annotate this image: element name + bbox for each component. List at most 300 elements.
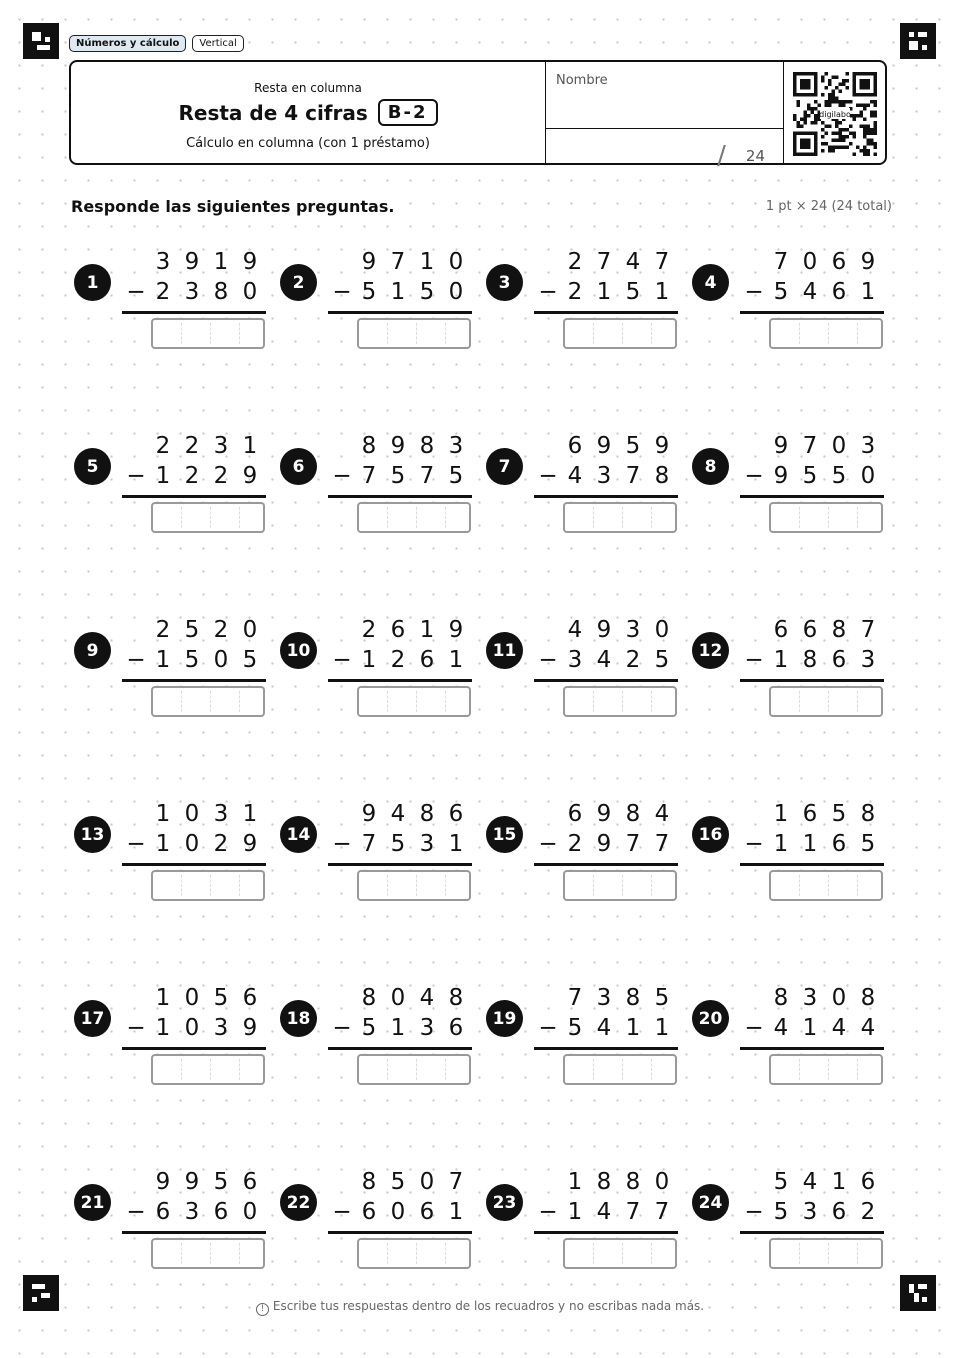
minuend-digit: 6	[448, 801, 464, 827]
subtrahend-digit: 7	[654, 831, 670, 857]
subtrahend-digit: 1	[596, 279, 612, 305]
answer-box[interactable]	[357, 1054, 471, 1085]
sum-line	[122, 1231, 266, 1234]
subtrahend-digit: 1	[567, 1199, 583, 1225]
minuend-digit: 5	[213, 985, 229, 1011]
answer-digit-separator	[416, 1059, 417, 1080]
problem-16	[688, 801, 883, 901]
answer-box[interactable]	[151, 1238, 265, 1269]
problem-number-badge: 3	[486, 264, 523, 301]
minuend	[328, 801, 472, 831]
minuend-digit: 1	[567, 1169, 583, 1195]
subtrahend	[122, 1199, 266, 1229]
answer-digit-separator	[622, 507, 623, 528]
answer-digit-separator	[799, 875, 800, 896]
answer-box[interactable]	[151, 1054, 265, 1085]
subtrahend-digit: 7	[625, 831, 641, 857]
problem-number-badge: 10	[280, 632, 317, 669]
problem-number-badge: 14	[280, 816, 317, 853]
subtrahend-digit: 1	[361, 647, 377, 673]
problem-number-badge: 15	[486, 816, 523, 853]
subtrahend	[328, 1199, 472, 1229]
subtrahend-digit: 1	[625, 1015, 641, 1041]
subtrahend-digit: 9	[596, 831, 612, 857]
answer-box[interactable]	[769, 686, 883, 717]
answer-box[interactable]	[769, 1238, 883, 1269]
answer-box[interactable]	[151, 318, 265, 349]
problem-number-badge: 9	[74, 632, 111, 669]
answer-digit-separator	[622, 323, 623, 344]
minuend-digit: 1	[155, 801, 171, 827]
minus-sign: −	[744, 647, 764, 673]
footer-text: Escribe tus respuestas dentro de los recuadros y no escribas nada más.	[272, 1299, 705, 1313]
subtrahend-digit: 1	[860, 279, 876, 305]
minuend-digit: 0	[184, 985, 200, 1011]
minus-sign: −	[332, 647, 352, 673]
minuend	[122, 617, 266, 647]
minuend-digit: 9	[155, 1169, 171, 1195]
minuend-digit: 2	[184, 433, 200, 459]
subtrahend-digit: 6	[831, 1199, 847, 1225]
answer-box[interactable]	[563, 870, 677, 901]
subtrahend-digit: 0	[242, 279, 258, 305]
minuend-digit: 0	[654, 617, 670, 643]
minuend-digit: 1	[242, 433, 258, 459]
answer-digit-separator	[593, 323, 594, 344]
subtrahend-digit: 7	[419, 463, 435, 489]
problem-number-badge: 17	[74, 1000, 111, 1037]
minuend-digit: 8	[860, 801, 876, 827]
problem-number-badge: 7	[486, 448, 523, 485]
minuend-digit: 9	[860, 249, 876, 275]
problem-5	[70, 433, 265, 533]
minus-sign: −	[744, 279, 764, 305]
subtrahend	[534, 463, 678, 493]
subtrahend-digit: 3	[184, 279, 200, 305]
minus-sign: −	[332, 1199, 352, 1225]
category-tags	[69, 35, 244, 52]
minuend-digit: 8	[860, 985, 876, 1011]
subtrahend	[328, 279, 472, 309]
minus-sign: −	[538, 1199, 558, 1225]
answer-box[interactable]	[769, 502, 883, 533]
minuend-digit: 2	[155, 617, 171, 643]
answer-box[interactable]	[563, 502, 677, 533]
subtrahend-digit: 1	[448, 831, 464, 857]
subtrahend-digit: 4	[596, 647, 612, 673]
corner-marker-top-right	[900, 23, 936, 59]
problem-10	[276, 617, 471, 717]
answer-digit-separator	[387, 507, 388, 528]
answer-digit-separator	[593, 507, 594, 528]
points-text: 1 pt × 24 (24 total)	[765, 199, 892, 214]
minuend	[534, 433, 678, 463]
answer-box[interactable]	[769, 318, 883, 349]
problem-number-badge: 5	[74, 448, 111, 485]
answer-digit-separator	[651, 1059, 652, 1080]
problem-24	[688, 1169, 883, 1269]
subtrahend-digit: 1	[155, 1015, 171, 1041]
answer-box[interactable]	[563, 1054, 677, 1085]
minuend-digit: 8	[361, 1169, 377, 1195]
subtrahend-digit: 1	[773, 647, 789, 673]
subtrahend-digit: 6	[831, 647, 847, 673]
problem-number-badge: 12	[692, 632, 729, 669]
minuend-digit: 0	[448, 249, 464, 275]
answer-box[interactable]	[151, 686, 265, 717]
problem-9	[70, 617, 265, 717]
answer-digit-separator	[239, 1243, 240, 1264]
answer-digit-separator	[387, 875, 388, 896]
minuend	[328, 1169, 472, 1199]
subtrahend-digit: 4	[773, 1015, 789, 1041]
subtrahend	[122, 647, 266, 677]
subtrahend-digit: 5	[184, 647, 200, 673]
subtrahend-digit: 9	[242, 831, 258, 857]
minuend	[740, 1169, 884, 1199]
problem-number-badge: 2	[280, 264, 317, 301]
minuend-digit: 3	[802, 985, 818, 1011]
subtrahend	[534, 1199, 678, 1229]
minuend-digit: 1	[155, 985, 171, 1011]
subtrahend-digit: 7	[654, 1199, 670, 1225]
minuend-digit: 7	[802, 433, 818, 459]
subtrahend	[534, 831, 678, 861]
problem-8	[688, 433, 883, 533]
worksheet-header	[69, 60, 887, 171]
answer-box[interactable]	[151, 502, 265, 533]
minus-sign: −	[538, 1015, 558, 1041]
answer-digit-separator	[416, 1243, 417, 1264]
subtrahend-digit: 5	[654, 647, 670, 673]
answer-digit-separator	[651, 323, 652, 344]
answer-digit-separator	[387, 691, 388, 712]
minuend	[122, 433, 266, 463]
sum-line	[740, 311, 884, 314]
problem-number-badge: 20	[692, 1000, 729, 1037]
subtrahend-digit: 1	[390, 1015, 406, 1041]
subtrahend-digit: 5	[242, 647, 258, 673]
subtrahend-digit: 6	[213, 1199, 229, 1225]
minuend-digit: 9	[654, 433, 670, 459]
answer-digit-separator	[622, 691, 623, 712]
answer-box[interactable]	[357, 1238, 471, 1269]
minuend-digit: 0	[654, 1169, 670, 1195]
minuend-digit: 0	[831, 433, 847, 459]
answer-digit-separator	[622, 1059, 623, 1080]
problem-15	[482, 801, 677, 901]
minuend-digit: 4	[654, 801, 670, 827]
minuend-digit: 5	[625, 433, 641, 459]
minuend-digit: 8	[419, 433, 435, 459]
answer-box[interactable]	[769, 1054, 883, 1085]
minuend-digit: 8	[419, 801, 435, 827]
minuend-digit: 6	[242, 985, 258, 1011]
minuend	[740, 249, 884, 279]
answer-digit-separator	[593, 1059, 594, 1080]
minuend-digit: 0	[419, 1169, 435, 1195]
subtrahend-digit: 5	[419, 279, 435, 305]
problem-4	[688, 249, 883, 349]
answer-digit-separator	[445, 507, 446, 528]
minuend-digit: 6	[567, 801, 583, 827]
minuend-digit: 5	[773, 1169, 789, 1195]
minuend-digit: 6	[567, 433, 583, 459]
subtrahend-digit: 5	[448, 463, 464, 489]
subtrahend-digit: 6	[448, 1015, 464, 1041]
minuend-digit: 8	[773, 985, 789, 1011]
subtrahend-digit: 8	[654, 463, 670, 489]
instruction-text: Responde las siguientes preguntas.	[71, 197, 395, 216]
subtrahend-digit: 6	[155, 1199, 171, 1225]
sum-line	[328, 311, 472, 314]
minuend-digit: 7	[654, 249, 670, 275]
minus-sign: −	[538, 647, 558, 673]
subtrahend-digit: 3	[213, 1015, 229, 1041]
sum-line	[328, 863, 472, 866]
worksheet-description: Cálculo en columna (con 1 préstamo)	[186, 136, 430, 151]
answer-box[interactable]	[357, 686, 471, 717]
minuend	[534, 1169, 678, 1199]
minus-sign: −	[538, 463, 558, 489]
minuend-digit: 9	[184, 1169, 200, 1195]
minuend-digit: 8	[596, 1169, 612, 1195]
answer-box[interactable]	[357, 870, 471, 901]
problem-22	[276, 1169, 471, 1269]
answer-digit-separator	[181, 1059, 182, 1080]
minus-sign: −	[332, 463, 352, 489]
score-slash: /	[717, 141, 726, 171]
answer-box[interactable]	[357, 502, 471, 533]
problem-number-badge: 1	[74, 264, 111, 301]
answer-digit-separator	[181, 691, 182, 712]
problem-20	[688, 985, 883, 1085]
subtrahend-digit: 2	[213, 831, 229, 857]
minuend-digit: 3	[448, 433, 464, 459]
subtrahend-digit: 3	[596, 463, 612, 489]
minus-sign: −	[538, 831, 558, 857]
subtrahend-digit: 2	[155, 279, 171, 305]
minuend-digit: 8	[361, 433, 377, 459]
problem-number-badge: 23	[486, 1184, 523, 1221]
subtrahend-digit: 4	[802, 279, 818, 305]
minuend-digit: 0	[390, 985, 406, 1011]
minuend-digit: 7	[448, 1169, 464, 1195]
answer-box[interactable]	[563, 686, 677, 717]
answer-digit-separator	[387, 1243, 388, 1264]
minuend	[122, 249, 266, 279]
answer-box[interactable]	[563, 1238, 677, 1269]
answer-digit-separator	[828, 875, 829, 896]
answer-digit-separator	[799, 507, 800, 528]
answer-digit-separator	[857, 875, 858, 896]
problem-number-badge: 16	[692, 816, 729, 853]
answer-box[interactable]	[769, 870, 883, 901]
minuend	[740, 433, 884, 463]
subtrahend	[122, 831, 266, 861]
problem-12	[688, 617, 883, 717]
answer-digit-separator	[210, 1059, 211, 1080]
minuend-digit: 6	[802, 617, 818, 643]
minus-sign: −	[744, 1015, 764, 1041]
minus-sign: −	[126, 1199, 146, 1225]
minuend	[122, 801, 266, 831]
minuend-digit: 4	[567, 617, 583, 643]
minuend	[534, 617, 678, 647]
answer-digit-separator	[445, 691, 446, 712]
problem-number-badge: 21	[74, 1184, 111, 1221]
subtrahend-digit: 1	[448, 1199, 464, 1225]
subtrahend-digit: 7	[361, 463, 377, 489]
answer-digit-separator	[416, 323, 417, 344]
answer-digit-separator	[857, 691, 858, 712]
answer-digit-separator	[828, 507, 829, 528]
subtrahend-digit: 1	[654, 279, 670, 305]
subtrahend-digit: 2	[625, 647, 641, 673]
answer-digit-separator	[857, 1243, 858, 1264]
minuend-digit: 5	[831, 801, 847, 827]
minuend-digit: 5	[184, 617, 200, 643]
subtrahend-digit: 6	[361, 1199, 377, 1225]
sum-line	[122, 311, 266, 314]
answer-digit-separator	[387, 323, 388, 344]
sum-line	[534, 1047, 678, 1050]
problem-number-badge: 18	[280, 1000, 317, 1037]
sum-line	[122, 863, 266, 866]
corner-marker-top-left	[23, 23, 59, 59]
answer-digit-separator	[593, 875, 594, 896]
name-score-area	[545, 62, 784, 171]
subtrahend-digit: 2	[567, 279, 583, 305]
minuend-digit: 0	[184, 801, 200, 827]
answer-digit-separator	[210, 691, 211, 712]
minuend-digit: 0	[831, 985, 847, 1011]
minuend-digit: 7	[773, 249, 789, 275]
answer-digit-separator	[799, 1243, 800, 1264]
problem-number-badge: 22	[280, 1184, 317, 1221]
subtrahend-digit: 1	[390, 279, 406, 305]
minus-sign: −	[126, 831, 146, 857]
problem-number-badge: 8	[692, 448, 729, 485]
problem-19	[482, 985, 677, 1085]
subtrahend-digit: 3	[184, 1199, 200, 1225]
answer-box[interactable]	[151, 870, 265, 901]
subtrahend-digit: 6	[831, 279, 847, 305]
answer-box[interactable]	[357, 318, 471, 349]
subtrahend	[534, 279, 678, 309]
problem-17	[70, 985, 265, 1085]
tag-format: Vertical	[192, 35, 243, 52]
subtrahend-digit: 0	[242, 1199, 258, 1225]
subtrahend-digit: 1	[773, 831, 789, 857]
minuend-digit: 3	[860, 433, 876, 459]
subtrahend-digit: 5	[361, 1015, 377, 1041]
minuend-digit: 7	[860, 617, 876, 643]
minus-sign: −	[538, 279, 558, 305]
answer-digit-separator	[622, 1243, 623, 1264]
answer-digit-separator	[857, 323, 858, 344]
problem-number-badge: 11	[486, 632, 523, 669]
problem-18	[276, 985, 471, 1085]
minuend-digit: 8	[625, 801, 641, 827]
sum-line	[328, 679, 472, 682]
sum-line	[328, 495, 472, 498]
problem-7	[482, 433, 677, 533]
answer-digit-separator	[828, 691, 829, 712]
sum-line	[328, 1231, 472, 1234]
minuend	[740, 617, 884, 647]
minuend-digit: 1	[419, 617, 435, 643]
minus-sign: −	[126, 279, 146, 305]
minuend	[740, 985, 884, 1015]
subtrahend	[534, 647, 678, 677]
problem-2	[276, 249, 471, 349]
minuend-digit: 9	[596, 617, 612, 643]
answer-digit-separator	[651, 507, 652, 528]
subtrahend-digit: 0	[184, 831, 200, 857]
minuend	[122, 985, 266, 1015]
minuend-digit: 4	[419, 985, 435, 1011]
subtrahend-digit: 3	[419, 831, 435, 857]
answer-digit-separator	[181, 507, 182, 528]
subtrahend-digit: 5	[773, 279, 789, 305]
subtrahend-digit: 4	[596, 1015, 612, 1041]
answer-box[interactable]	[563, 318, 677, 349]
problem-1	[70, 249, 265, 349]
minuend-digit: 6	[242, 1169, 258, 1195]
subtrahend-digit: 0	[184, 1015, 200, 1041]
minus-sign: −	[126, 647, 146, 673]
minuend-digit: 9	[361, 801, 377, 827]
subtrahend-digit: 3	[860, 647, 876, 673]
minuend-digit: 9	[448, 617, 464, 643]
answer-digit-separator	[651, 691, 652, 712]
subtrahend-digit: 5	[802, 463, 818, 489]
sum-line	[122, 495, 266, 498]
problem-number-badge: 24	[692, 1184, 729, 1221]
name-divider	[546, 128, 783, 129]
subtrahend-digit: 1	[155, 831, 171, 857]
subtrahend-digit: 1	[802, 831, 818, 857]
subtrahend-digit: 0	[448, 279, 464, 305]
footer-note	[0, 1299, 960, 1316]
sum-line	[534, 495, 678, 498]
minuend-digit: 3	[625, 617, 641, 643]
subtrahend	[122, 279, 266, 309]
subtrahend-digit: 2	[567, 831, 583, 857]
subtrahend-digit: 5	[625, 279, 641, 305]
subtrahend-digit: 1	[155, 647, 171, 673]
minuend-digit: 9	[596, 801, 612, 827]
answer-digit-separator	[651, 1243, 652, 1264]
answer-digit-separator	[210, 875, 211, 896]
subtrahend-digit: 4	[860, 1015, 876, 1041]
info-icon: !	[256, 1303, 269, 1316]
problem-23	[482, 1169, 677, 1269]
score-field[interactable]	[717, 138, 765, 171]
minuend-digit: 3	[596, 985, 612, 1011]
minus-sign: −	[744, 831, 764, 857]
minuend-digit: 8	[625, 985, 641, 1011]
subtrahend-digit: 8	[213, 279, 229, 305]
subtrahend-digit: 4	[596, 1199, 612, 1225]
problem-number-badge: 6	[280, 448, 317, 485]
worksheet-title: Resta de 4 cifras	[178, 100, 368, 125]
answer-digit-separator	[387, 1059, 388, 1080]
subtrahend-digit: 1	[448, 647, 464, 673]
subtrahend	[328, 1015, 472, 1045]
subtrahend	[328, 463, 472, 493]
